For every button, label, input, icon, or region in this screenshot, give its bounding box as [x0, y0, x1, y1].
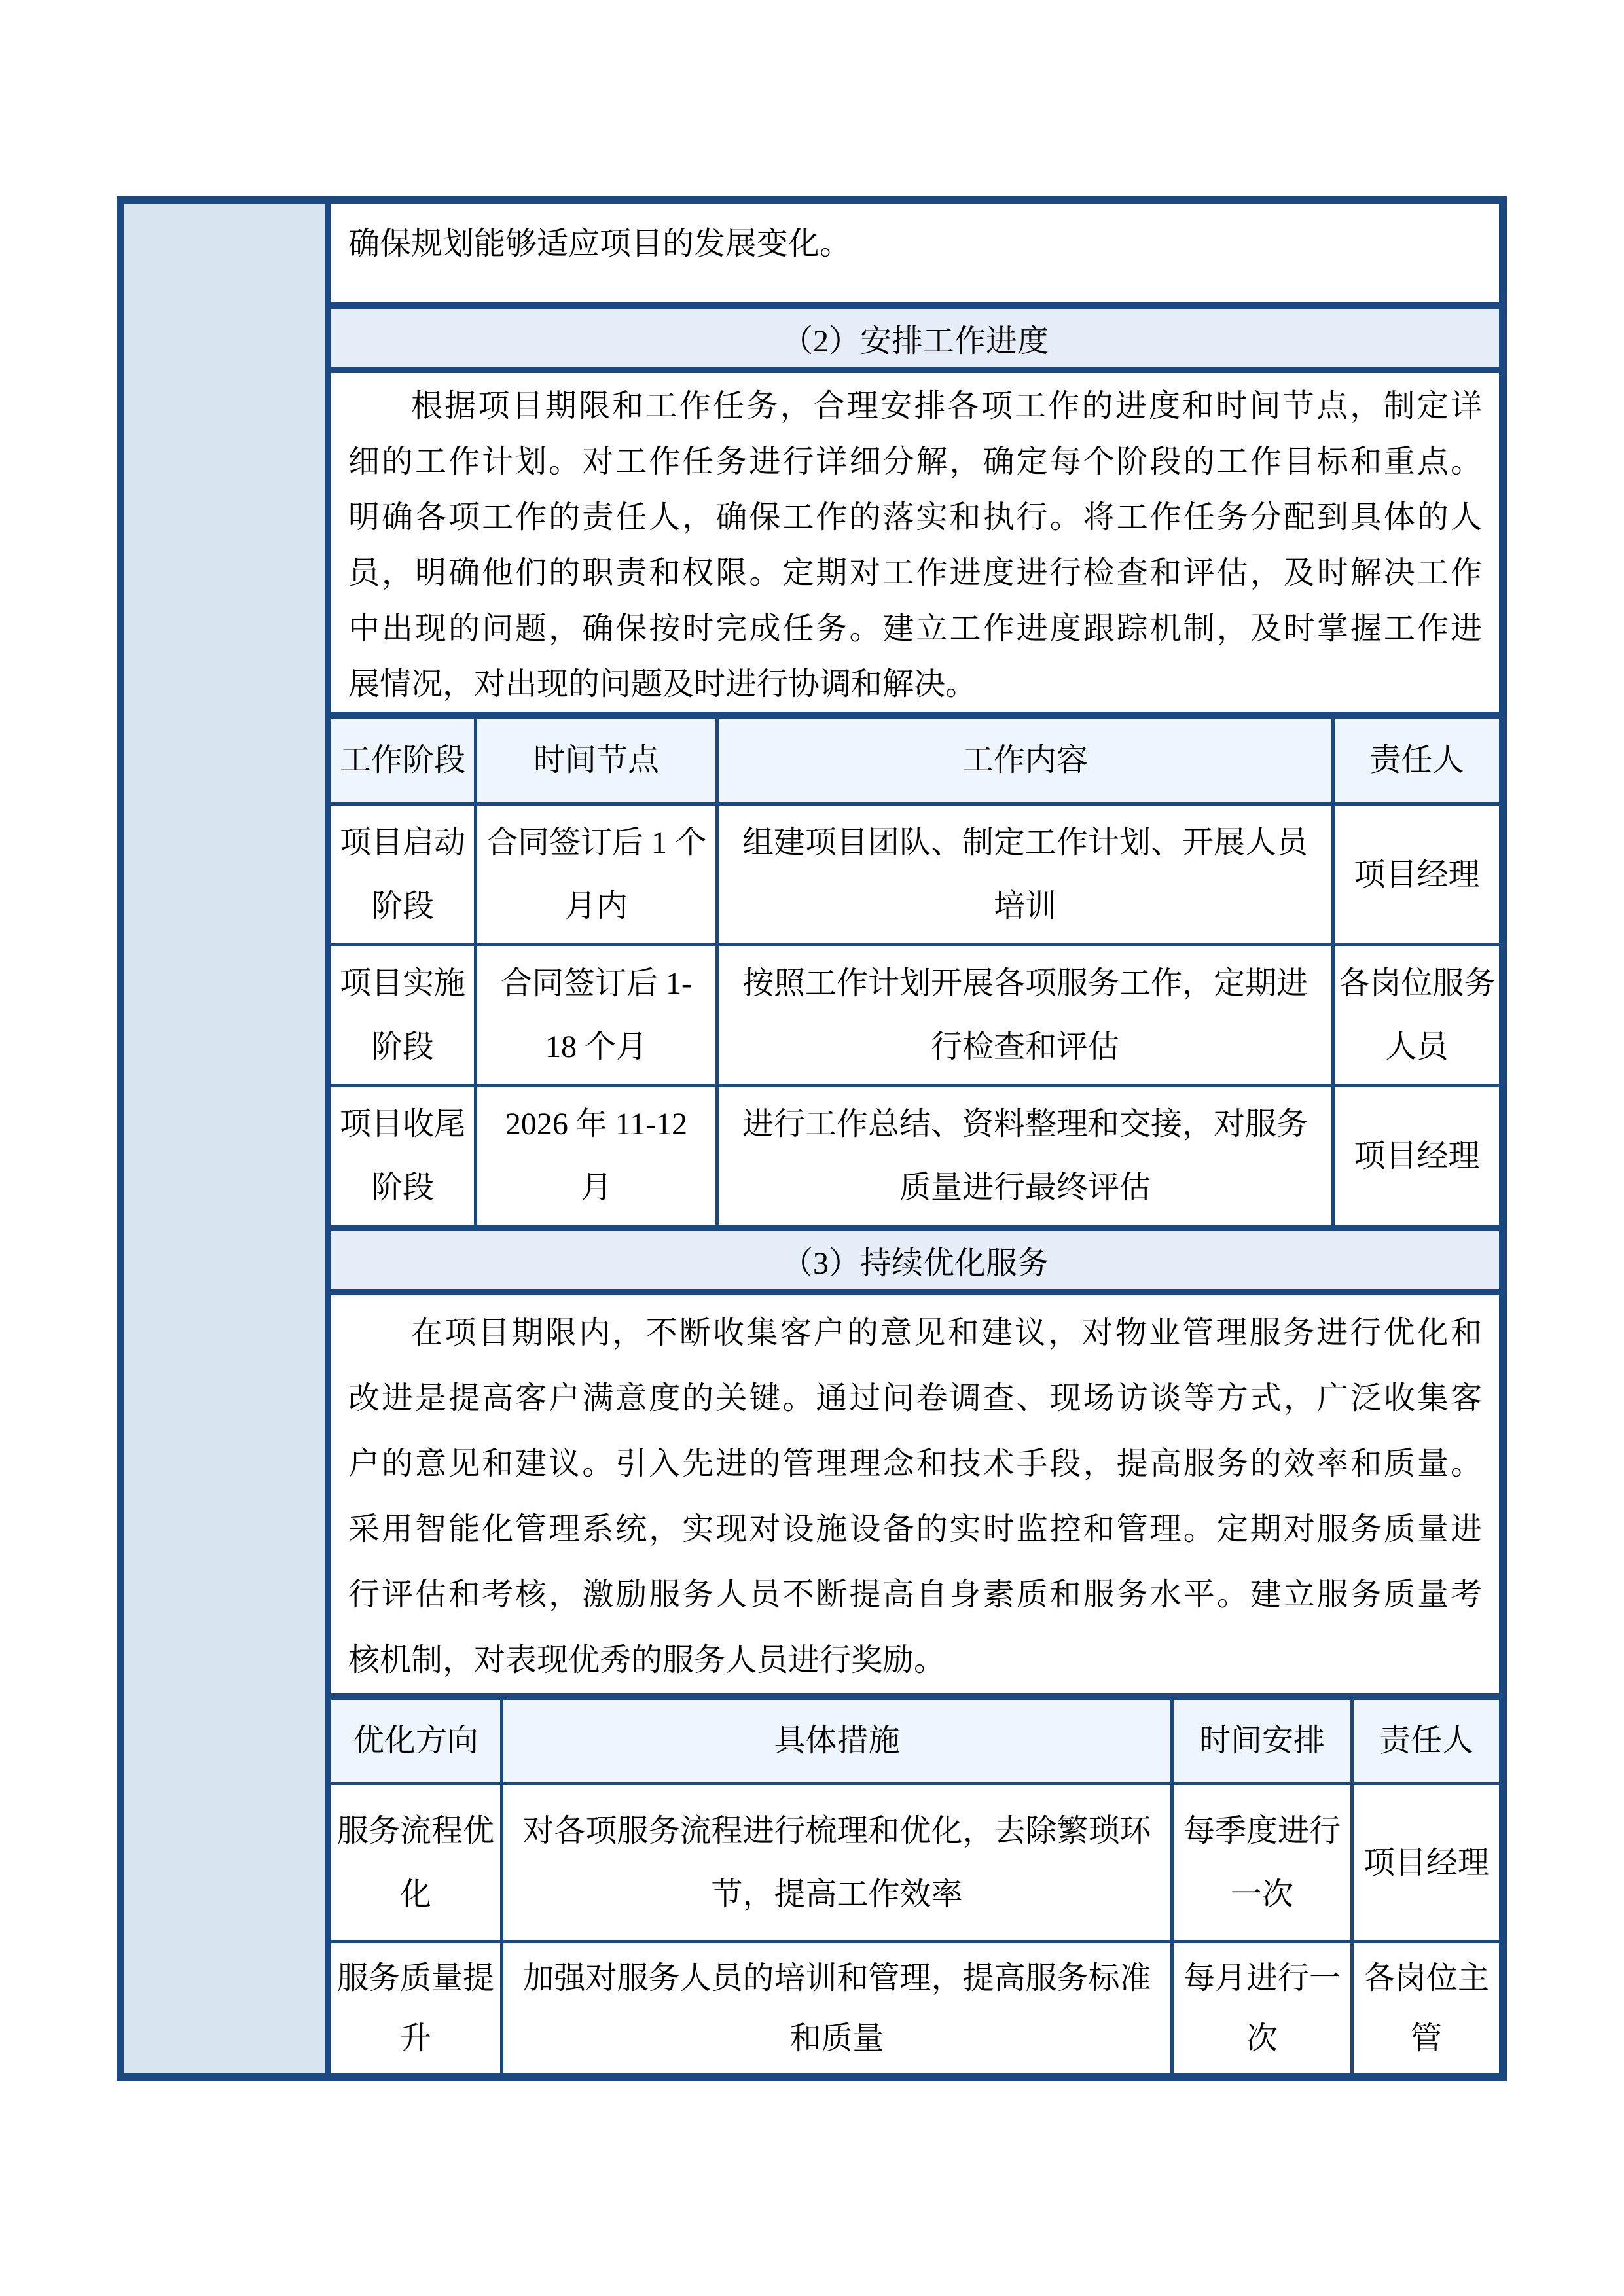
paragraph-line: 核机制，对表现优秀的服务人员进行奖励。	[348, 1643, 946, 1677]
table-row	[331, 1943, 1499, 2073]
carryover-paragraph: 确保规划能够适应项目的发展变化。	[348, 226, 852, 261]
row-divider	[331, 1225, 1499, 1231]
paragraph-line: 根据项目期限和工作任务，合理安排各项工作的进度和时间节点，制定详	[411, 389, 1482, 423]
paragraph-line: 明确各项工作的责任人，确保工作的落实和执行。将工作任务分配到具体的人	[348, 500, 1482, 535]
header-cell-stage: 工作阶段	[339, 743, 465, 778]
table-row	[331, 946, 1499, 1084]
section-3-paragraph	[331, 1295, 1499, 1693]
table-row	[331, 1785, 1499, 1940]
header-cell-owner: 责任人	[1369, 743, 1464, 778]
paragraph-line: 改进是提高客户满意度的关键。通过问卷调查、现场访谈等方式，广泛收集客	[348, 1381, 1482, 1416]
paragraph-line: 中出现的问题，确保按时完成任务。建立工作进度跟踪机制，及时掌握工作进	[348, 611, 1482, 646]
table-header-row	[331, 719, 1499, 802]
row-divider	[331, 1693, 1499, 1700]
paragraph-line: 在项目期限内，不断收集客户的意见和建议，对物业管理服务进行优化和	[411, 1316, 1482, 1350]
paragraph-line: 采用智能化管理系统，实现对设施设备的实时监控和管理。定期对服务质量进	[348, 1512, 1482, 1547]
paragraph-line: 展情况，对出现的问题及时进行协调和解决。	[348, 667, 977, 702]
cell-time: 合同签订后 1 个 月内	[486, 825, 706, 924]
header-cell-time: 时间节点	[533, 743, 659, 778]
paragraph-line: 员，明确他们的职责和权限。定期对工作进度进行检查和评估，及时解决工作	[348, 556, 1482, 590]
cell-schedule: 每季度进行 一次	[1183, 1814, 1341, 1912]
cell-content: 按照工作计划开展各项服务工作，定期进 行检查和评估	[742, 966, 1308, 1064]
cell-stage: 项目启动 阶段	[339, 825, 465, 924]
cell-time: 合同签订后 1- 18 个月	[501, 966, 692, 1064]
cell-measures: 加强对服务人员的培训和管理，提高服务标准 和质量	[522, 1960, 1151, 2056]
row-divider	[331, 302, 1499, 309]
cell-direction: 服务质量提 升	[336, 1960, 494, 2056]
cell-owner: 各岗位主 管	[1363, 1960, 1489, 2056]
cell-schedule: 每月进行一 次	[1183, 1960, 1341, 2056]
table-row	[331, 806, 1499, 943]
main-content-column	[331, 204, 1499, 2073]
cell-owner: 项目经理	[1363, 1845, 1489, 1880]
work-schedule-table	[331, 719, 1499, 1225]
row-divider	[331, 1289, 1499, 1295]
header-cell-content: 工作内容	[962, 743, 1088, 778]
paragraph-line: 行评估和考核，激励服务人员不断提高自身素质和服务水平。建立服务质量考	[348, 1577, 1482, 1612]
section-2-title: （2）安排工作进度	[781, 323, 1049, 359]
cell-owner: 各岗位服务 人员	[1338, 966, 1496, 1064]
header-cell-schedule: 时间安排	[1199, 1723, 1325, 1758]
cell-owner: 项目经理	[1354, 857, 1480, 892]
cell-content: 进行工作总结、资料整理和交接，对服务 质量进行最终评估	[742, 1107, 1308, 1205]
cell-measures: 对各项服务流程进行梳理和优化，去除繁琐环 节，提高工作效率	[522, 1814, 1151, 1912]
table-header-row	[331, 1700, 1499, 1782]
paragraph-line: 户的意见和建议。引入先进的管理理念和技术手段，提高服务的效率和质量。	[348, 1446, 1482, 1481]
header-cell-direction: 优化方向	[352, 1723, 478, 1758]
cell-content: 组建项目团队、制定工作计划、开展人员 培训	[742, 825, 1308, 924]
row-divider	[331, 712, 1499, 719]
cell-stage: 项目收尾 阶段	[339, 1107, 465, 1205]
side-label-cell	[124, 204, 331, 2073]
cell-owner: 项目经理	[1354, 1138, 1480, 1174]
optimization-table	[331, 1700, 1499, 2073]
section-3-title: （3）持续优化服务	[781, 1246, 1049, 1281]
content-table	[117, 196, 1507, 2081]
cell-time: 2026 年 11-12 月	[505, 1107, 688, 1205]
cell-direction: 服务流程优 化	[336, 1814, 494, 1912]
section-3-header	[331, 1231, 1499, 1289]
header-cell-measures: 具体措施	[774, 1723, 900, 1758]
section-2-paragraph	[331, 373, 1499, 712]
cell-stage: 项目实施 阶段	[339, 966, 465, 1064]
paragraph-line: 细的工作计划。对工作任务进行详细分解，确定每个阶段的工作目标和重点。	[348, 444, 1482, 479]
table-row	[331, 1087, 1499, 1225]
section-2-header	[331, 309, 1499, 367]
row-divider	[331, 367, 1499, 373]
header-cell-owner: 责任人	[1379, 1723, 1473, 1758]
